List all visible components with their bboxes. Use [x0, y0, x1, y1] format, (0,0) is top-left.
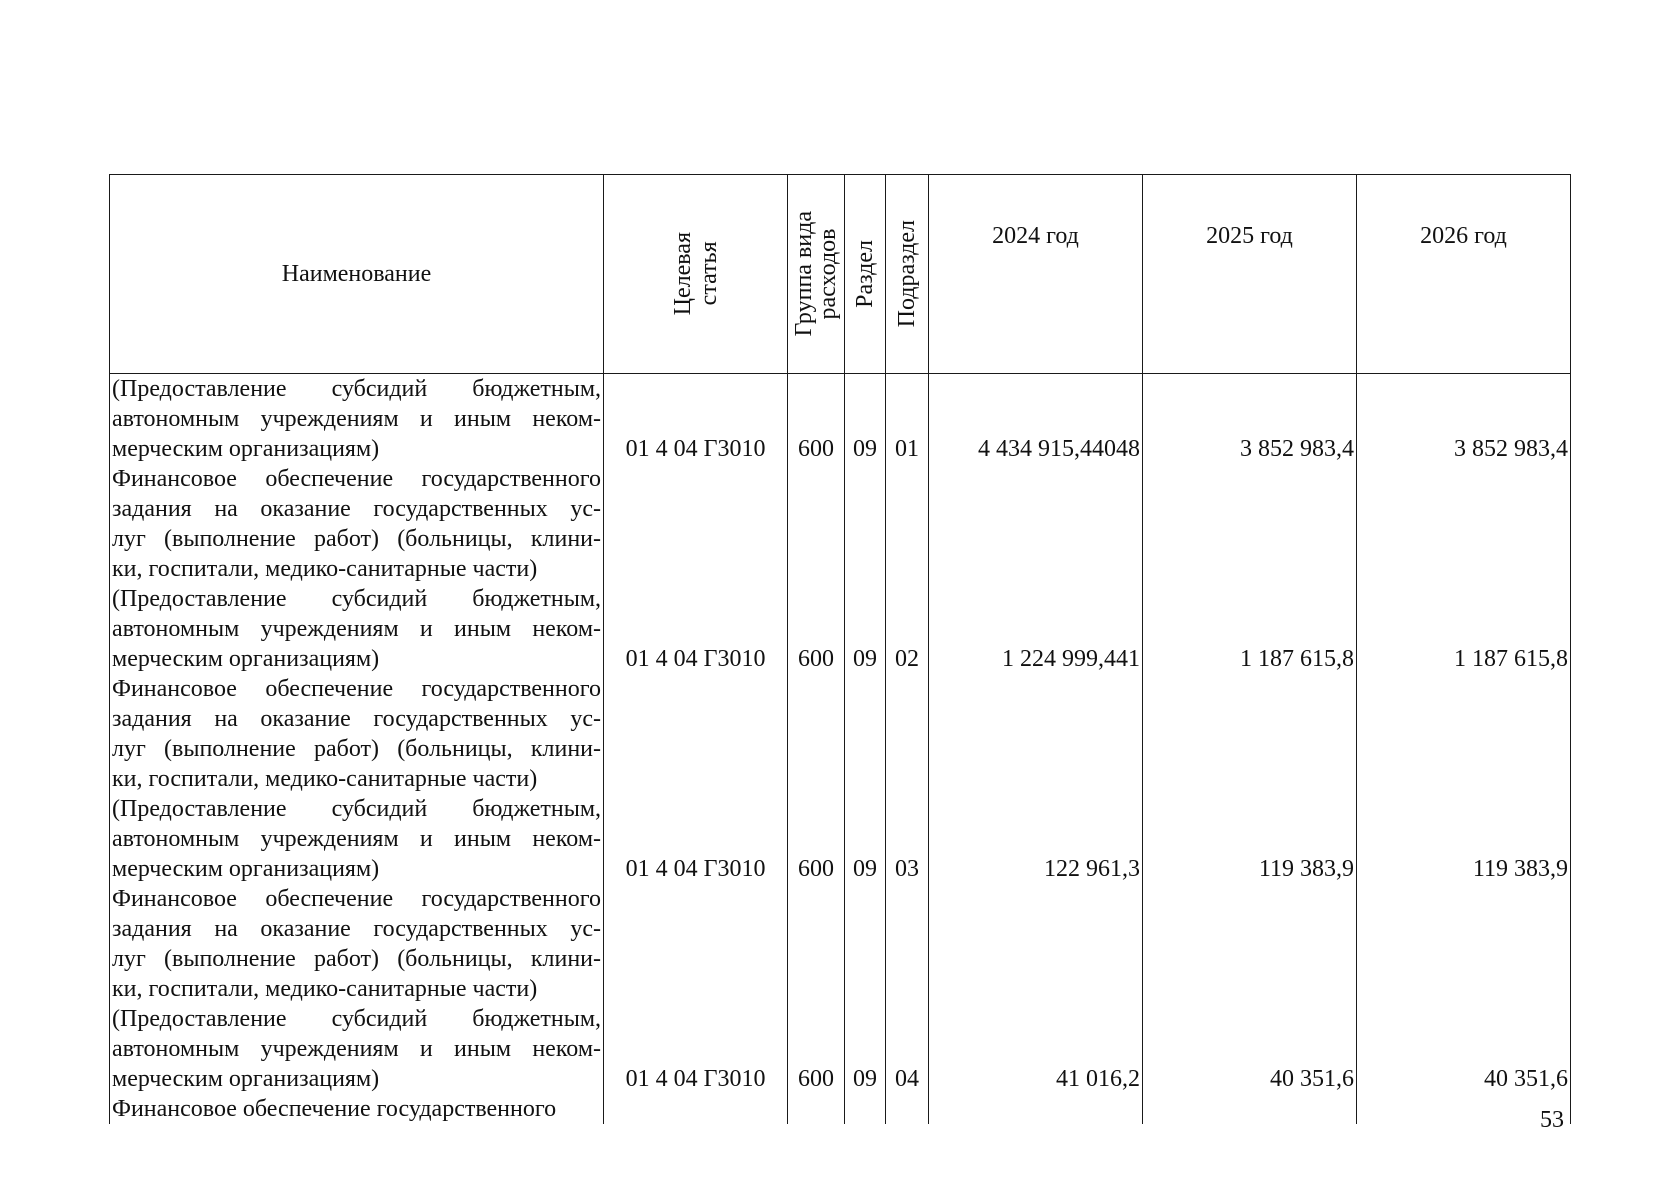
header-name-label: Наименование	[281, 261, 432, 287]
cell-subsection-value: 04	[895, 1066, 919, 1092]
cell-target-article-value: 01 4 04 Г3010	[625, 1066, 766, 1092]
cell-expense-group	[788, 584, 845, 794]
cell-expense-group	[788, 794, 845, 1004]
cell-2025-value: 40 351,6	[1270, 1066, 1354, 1092]
cell-section-value: 09	[853, 436, 877, 462]
header-2025-label: 2025 год	[1206, 223, 1293, 249]
cell-name-line: (Предоставление субсидий бюджетным,	[112, 376, 601, 402]
cell-name-line: ки, госпитали, медико-санитарные части)	[112, 976, 538, 1002]
header-target-article	[604, 175, 788, 374]
cell-2026	[1357, 374, 1571, 585]
cell-name-line: автономным учреждениям и иным неком-	[112, 826, 601, 852]
cell-name	[110, 584, 604, 794]
cell-name-line: луг (выполнение работ) (больницы, клини-	[112, 946, 601, 972]
cell-subsection-value: 02	[895, 646, 919, 672]
header-target-article-line1: Целевая	[669, 232, 696, 316]
cell-2026-value: 40 351,6	[1484, 1066, 1568, 1092]
cell-target-article-value: 01 4 04 Г3010	[625, 436, 766, 462]
cell-name	[110, 374, 604, 585]
cell-2024-value: 1 224 999,441	[1002, 646, 1140, 672]
cell-expense-group-value: 600	[798, 646, 834, 672]
table-row	[110, 374, 1571, 585]
page-number: 53	[1540, 1107, 1564, 1133]
cell-2026-value: 119 383,9	[1472, 856, 1568, 882]
cell-target-article	[604, 584, 788, 794]
cell-target-article	[604, 794, 788, 1004]
cell-2025-value: 1 187 615,8	[1240, 646, 1354, 672]
cell-name-line: мерческим организациям)	[112, 1066, 380, 1092]
cell-2025	[1143, 584, 1357, 794]
cell-target-article	[604, 1004, 788, 1124]
cell-2024	[929, 1004, 1143, 1124]
header-name	[110, 175, 604, 374]
table-body	[110, 374, 1571, 1125]
cell-name-line: Финансовое обеспечение государственного	[112, 466, 601, 492]
cell-section	[845, 1004, 886, 1124]
cell-2024-value: 122 961,3	[1044, 856, 1140, 882]
cell-name-line: луг (выполнение работ) (больницы, клини-	[112, 526, 601, 552]
cell-2025	[1143, 1004, 1357, 1124]
cell-section-value: 09	[853, 856, 877, 882]
cell-subsection	[886, 584, 929, 794]
cell-name-line: мерческим организациям)	[112, 436, 380, 462]
cell-target-article-value: 01 4 04 Г3010	[625, 646, 766, 672]
cell-name-line: задания на оказание государственных ус-	[112, 916, 601, 942]
cell-2024	[929, 374, 1143, 585]
cell-2024-value: 41 016,2	[1056, 1066, 1140, 1092]
cell-expense-group-value: 600	[798, 1066, 834, 1092]
header-2026	[1357, 175, 1571, 374]
cell-2025	[1143, 374, 1357, 585]
header-2024-label: 2024 год	[992, 223, 1079, 249]
cell-2026	[1357, 794, 1571, 1004]
cell-name-line: (Предоставление субсидий бюджетным,	[112, 796, 601, 822]
cell-section-value: 09	[853, 1066, 877, 1092]
cell-2025-value: 3 852 983,4	[1240, 436, 1354, 462]
cell-2026-value: 1 187 615,8	[1454, 646, 1568, 672]
cell-2025	[1143, 794, 1357, 1004]
cell-name-line: мерческим организациям)	[112, 646, 380, 672]
table-row	[110, 584, 1571, 794]
header-section-label: Раздел	[852, 240, 878, 308]
cell-2024	[929, 584, 1143, 794]
header-expense-group	[788, 175, 845, 374]
cell-name-line: ки, госпитали, медико-санитарные части)	[112, 556, 538, 582]
cell-subsection-value: 03	[895, 856, 919, 882]
cell-name-line: Финансовое обеспечение государственного	[112, 676, 601, 702]
cell-expense-group	[788, 1004, 845, 1124]
cell-expense-group	[788, 374, 845, 585]
table-row	[110, 794, 1571, 1004]
cell-name-line: автономным учреждениям и иным неком-	[112, 616, 601, 642]
cell-subsection	[886, 1004, 929, 1124]
cell-2024-value: 4 434 915,44048	[978, 436, 1140, 462]
header-section	[845, 175, 886, 374]
cell-subsection	[886, 374, 929, 585]
header-2026-label: 2026 год	[1420, 223, 1507, 249]
cell-target-article	[604, 374, 788, 585]
table-row	[110, 1004, 1571, 1124]
cell-2026-value: 3 852 983,4	[1454, 436, 1568, 462]
budget-table	[109, 174, 1571, 1124]
header-subsection	[886, 175, 929, 374]
cell-target-article-value: 01 4 04 Г3010	[625, 856, 766, 882]
cell-name-line: задания на оказание государственных ус-	[112, 706, 601, 732]
header-target-article-line2: статья	[695, 242, 722, 306]
cell-section	[845, 794, 886, 1004]
cell-2024	[929, 794, 1143, 1004]
cell-subsection	[886, 794, 929, 1004]
cell-name-line: Финансовое обеспечение государственного	[112, 886, 601, 912]
header-expense-group-line2: расходов	[815, 228, 841, 320]
header-2024	[929, 175, 1143, 374]
header-subsection-label: Подраздел	[894, 220, 920, 328]
cell-name-line: луг (выполнение работ) (больницы, клини-	[112, 736, 601, 762]
cell-name-line: задания на оказание государственных ус-	[112, 496, 601, 522]
cell-2025-value: 119 383,9	[1258, 856, 1354, 882]
header-2025	[1143, 175, 1357, 374]
cell-section-value: 09	[853, 646, 877, 672]
cell-expense-group-value: 600	[798, 856, 834, 882]
cell-name-line: автономным учреждениям и иным неком-	[112, 406, 601, 432]
cell-name-line: Финансовое обеспечение государственного	[112, 1096, 557, 1122]
table-header	[110, 175, 1571, 374]
cell-name-line: мерческим организациям)	[112, 856, 380, 882]
cell-expense-group-value: 600	[798, 436, 834, 462]
cell-name-line: автономным учреждениям и иным неком-	[112, 1036, 601, 1062]
cell-name-line: (Предоставление субсидий бюджетным,	[112, 1006, 601, 1032]
cell-section	[845, 584, 886, 794]
cell-name-line: (Предоставление субсидий бюджетным,	[112, 586, 601, 612]
cell-2026	[1357, 1004, 1571, 1124]
cell-section	[845, 374, 886, 585]
cell-name	[110, 1004, 604, 1124]
header-expense-group-line1: Группа вида	[791, 211, 817, 337]
cell-name-line: ки, госпитали, медико-санитарные части)	[112, 766, 538, 792]
cell-name	[110, 794, 604, 1004]
cell-2026	[1357, 584, 1571, 794]
cell-subsection-value: 01	[895, 436, 919, 462]
